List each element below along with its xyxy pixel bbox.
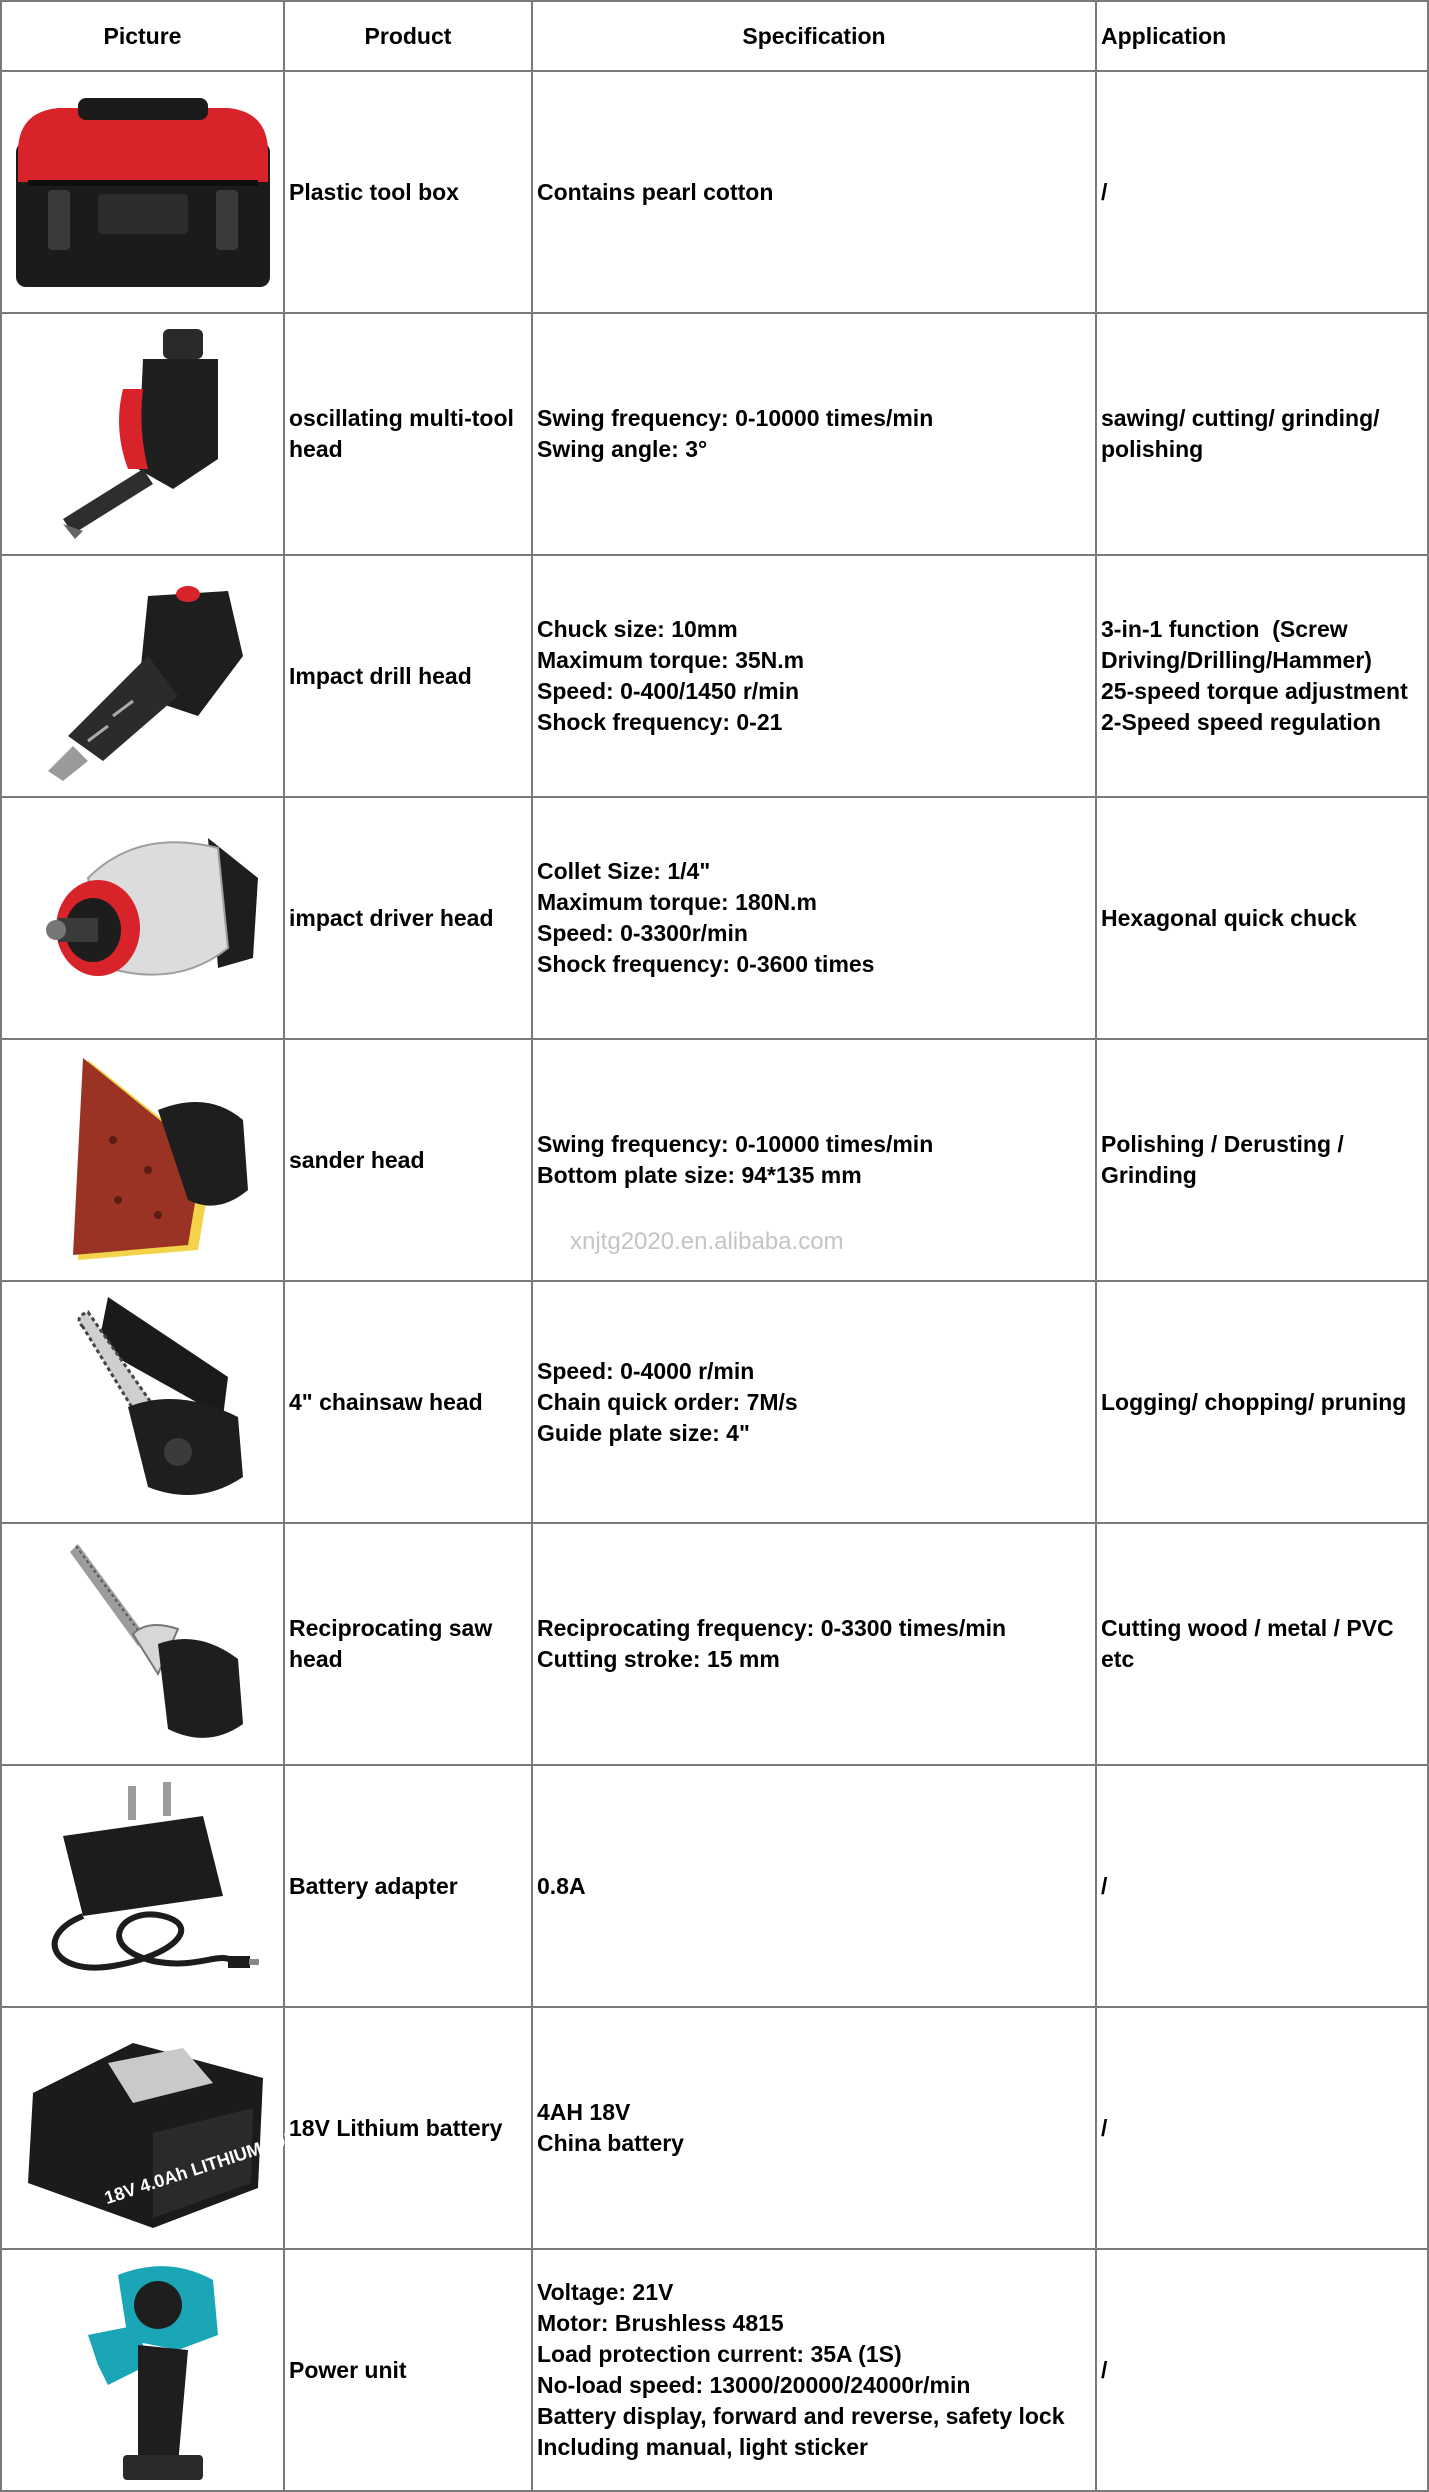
product-name: oscillating multi-tool head [289,405,514,462]
spec-line: Motor: Brushless 4815 [537,2310,784,2336]
impact-driver-head-icon [28,818,258,1018]
spec-line: Swing frequency: 0-10000 times/min [537,1131,934,1157]
application-line: 3-in-1 function (Screw Driving/Drilling/Hammer) [1101,616,1372,673]
spec-line: Maximum torque: 180N.m [537,889,817,915]
table-row [1,71,1428,313]
header-application: Application [1096,1,1428,71]
watermark: xnjtg2020.en.alibaba.com [570,1228,844,1255]
picture-cell [1,1281,284,1523]
product-cell [284,2249,532,2491]
application-line: Polishing / Derusting / Grinding [1101,1131,1351,1188]
spec-cell [532,555,1096,797]
reciprocating-saw-head-icon [28,1534,258,1754]
spec-line: Shock frequency: 0-21 [537,709,783,735]
header-picture: Picture [1,1,284,71]
product-cell [284,555,532,797]
chainsaw-head-icon [28,1287,258,1517]
table-row [1,313,1428,555]
application-cell [1096,797,1428,1039]
product-cell [284,1039,532,1281]
spec-line: China battery [537,2130,684,2156]
picture-cell [1,2249,284,2491]
spec-line: No-load speed: 13000/20000/24000r/min [537,2372,971,2398]
spec-line: 0.8A [537,1872,586,1899]
spec-line: Speed: 0-400/1450 r/min [537,678,800,704]
spec-cell [532,797,1096,1039]
tool-box-icon [8,82,278,302]
battery-label: 18V 4.0Ah LITHIUM-ION [101,2126,300,2209]
product-cell [284,797,532,1039]
header-row [1,1,1428,71]
spec-line: Battery display, forward and reverse, safety lock [537,2403,1065,2429]
spec-line: Load protection current: 35A (1S) [537,2341,902,2367]
table-row [1,2007,1428,2249]
application-cell [1096,2007,1428,2249]
spec-line: Cutting stroke: 15 mm [537,1646,780,1672]
lithium-battery-icon [13,2023,300,2233]
application-cell [1096,1523,1428,1765]
application-line: / [1101,2356,1108,2383]
oscillating-multitool-head-icon [43,319,243,549]
table-row [1,1765,1428,2007]
picture-cell [1,1039,284,1281]
spec-line: Swing frequency: 0-10000 times/min [537,405,934,431]
application-cell [1096,1765,1428,2007]
battery-adapter-icon [23,1776,263,1996]
table-row [1,1523,1428,1765]
product-name: 18V Lithium battery [289,2114,503,2141]
spec-cell [532,2249,1096,2491]
product-cell [284,1765,532,2007]
table-row [1,2249,1428,2491]
application-line: 2-Speed speed regulation [1101,709,1381,735]
spec-line: Maximum torque: 35N.m [537,647,805,673]
spec-line: Guide plate size: 4" [537,1419,750,1446]
header-specification: Specification [532,1,1096,71]
table-row [1,555,1428,797]
product-name: 4" chainsaw head [289,1388,483,1415]
header-product: Product [284,1,532,71]
application-cell [1096,1039,1428,1281]
product-name: Power unit [289,2356,407,2383]
table-row [1,797,1428,1039]
product-name: Battery adapter [289,1872,458,1899]
spec-cell [532,1281,1096,1523]
product-cell [284,2007,532,2249]
spec-line: Swing angle: 3° [537,436,708,462]
application-cell [1096,555,1428,797]
application-cell [1096,313,1428,555]
spec-cell [532,71,1096,313]
picture-cell [1,71,284,313]
table-row [1,1281,1428,1523]
impact-drill-head-icon [28,566,258,786]
product-cell [284,1523,532,1765]
spec-line: Bottom plate size: 94*135 mm [537,1162,862,1188]
picture-cell [1,1523,284,1765]
application-line: Hexagonal quick chuck [1101,904,1357,931]
application-cell [1096,2249,1428,2491]
picture-cell [1,2007,300,2249]
picture-cell [1,1765,284,2007]
application-line: / [1101,2114,1108,2141]
application-line: 25-speed torque adjustment [1101,678,1408,704]
spec-line: Speed: 0-3300r/min [537,920,748,946]
spec-line: Reciprocating frequency: 0-3300 times/min [537,1615,1007,1641]
application-line: Cutting wood / metal / PVC etc [1101,1615,1401,1672]
spec-line: Chuck size: 10mm [537,616,738,642]
picture-cell [1,797,284,1039]
product-cell [284,1281,532,1523]
spec-line: Contains pearl cotton [537,178,774,205]
product-name: Reciprocating saw head [289,1615,493,1672]
spec-cell [532,2007,1096,2249]
spec-line: Chain quick order: 7M/s [537,1388,798,1415]
product-name: Impact drill head [289,662,472,689]
product-name: sander head [289,1146,425,1173]
product-name: impact driver head [289,904,494,931]
application-cell [1096,71,1428,313]
power-unit-icon [28,2255,258,2485]
product-cell [284,71,532,313]
application-line: sawing/ cutting/ grinding/ polishing [1101,405,1386,462]
application-line: / [1101,1872,1108,1899]
sander-head-icon [28,1050,258,1270]
spec-cell [532,313,1096,555]
picture-cell [1,313,284,555]
product-cell [284,313,532,555]
spec-line: Speed: 0-4000 r/min [537,1357,755,1384]
product-name: Plastic tool box [289,178,459,205]
spec-line: Collet Size: 1/4" [537,858,711,884]
spec-cell [532,1523,1096,1765]
application-line: / [1101,178,1108,205]
application-cell [1096,1281,1428,1523]
picture-cell [1,555,284,797]
spec-line: Shock frequency: 0-3600 times [537,951,875,977]
spec-line: Including manual, light sticker [537,2434,868,2460]
spec-cell [532,1765,1096,2007]
spec-line: Voltage: 21V [537,2279,674,2305]
application-line: Logging/ chopping/ pruning [1101,1388,1407,1415]
spec-line: 4AH 18V [537,2099,631,2125]
